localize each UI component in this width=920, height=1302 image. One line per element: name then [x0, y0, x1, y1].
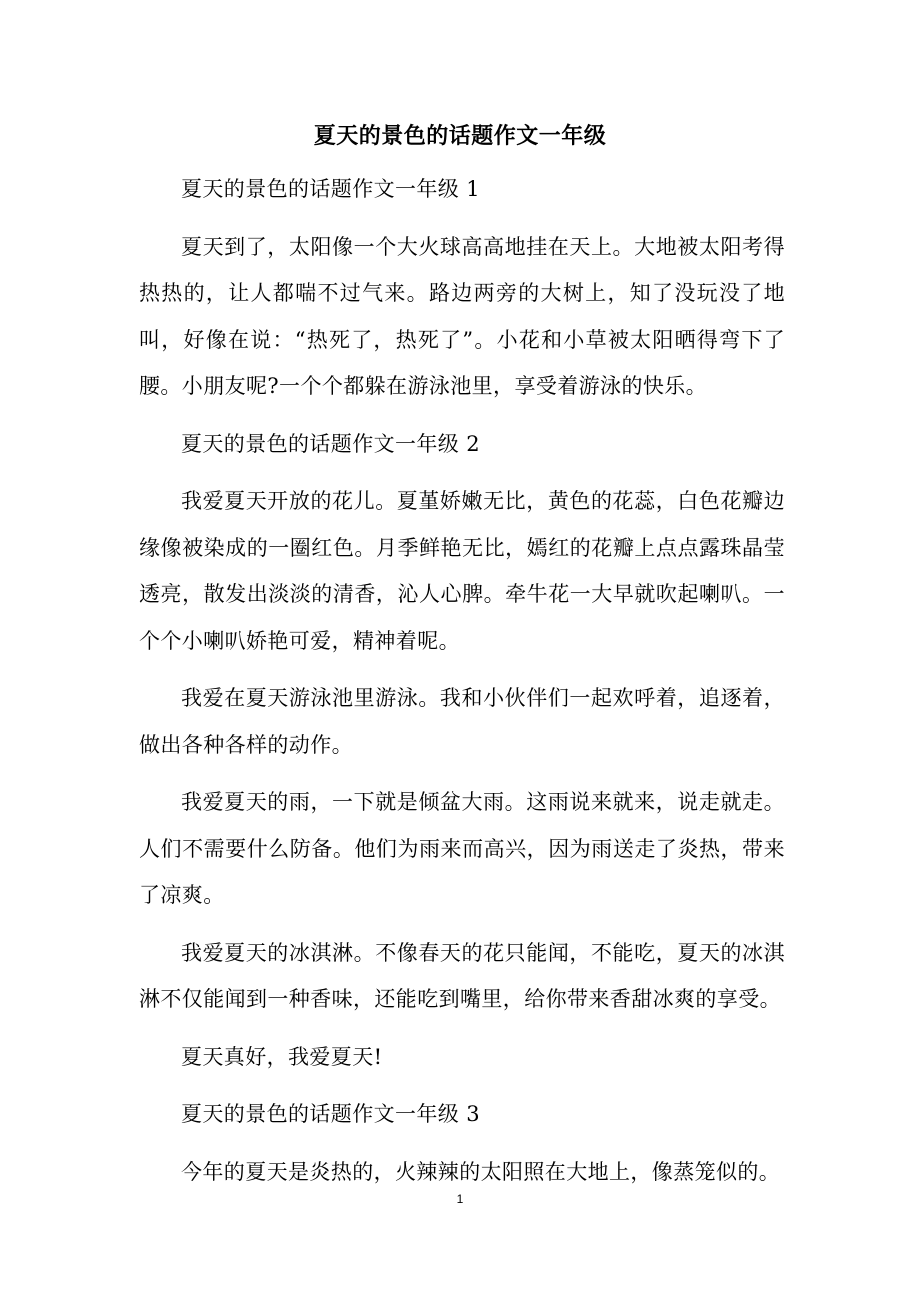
paragraph: 我爱夏天的雨，一下就是倾盆大雨。这雨说来就来，说走就走。人们不需要什么防备。他们为雨来而高兴，因为雨送走了炎热，带来了凉爽。: [139, 790, 785, 907]
paragraph: 夏天真好，我爱夏天!: [181, 1044, 383, 1069]
document-body: [139, 166, 785, 1206]
paragraph: 我爱夏天开放的花儿。夏堇娇嫩无比，黄色的花蕊，白色花瓣边缘像被染成的一圈红色。月季鲜艳无比，嫣红的花瓣上点点露珠晶莹透亮，散发出淡淡的清香，沁人心脾。牵牛花一大早就吹起喇叭。一个个小喇叭娇艳可爱，精神着呢。: [139, 489, 785, 653]
paragraph: 我爱在夏天游泳池里游泳。我和小伙伴们一起欢呼着，追逐着，做出各种各样的动作。: [139, 686, 785, 757]
page-title: 夏天的景色的话题作文一年级: [313, 123, 607, 149]
section-heading-2: 夏天的景色的话题作文一年级 2: [181, 431, 481, 456]
section-heading-3: 夏天的景色的话题作文一年级 3: [181, 1102, 481, 1126]
page-number: 1: [456, 1192, 464, 1206]
paragraph: 夏天到了，太阳像一个大火球高高地挂在天上。大地被太阳考得热热的，让人都喘不过气来。路边两旁的大树上，知了没玩没了地叫，好像在说：“热死了，热死了”。小花和小草被太阳晒得弯下了腰。小朋友呢?一个个都躲在游泳池里，享受着游泳的快乐。: [139, 234, 785, 398]
paragraph: 今年的夏天是炎热的，火辣辣的太阳照在大地上，像蒸笼似的。: [181, 1159, 781, 1184]
section-heading-1: 夏天的景色的话题作文一年级 1: [181, 177, 481, 201]
paragraph: 我爱夏天的冰淇淋。不像春天的花只能闻，不能吃，夏天的冰淇淋不仅能闻到一种香味，还能吃到嘴里，给你带来香甜冰爽的享受。: [139, 940, 785, 1011]
